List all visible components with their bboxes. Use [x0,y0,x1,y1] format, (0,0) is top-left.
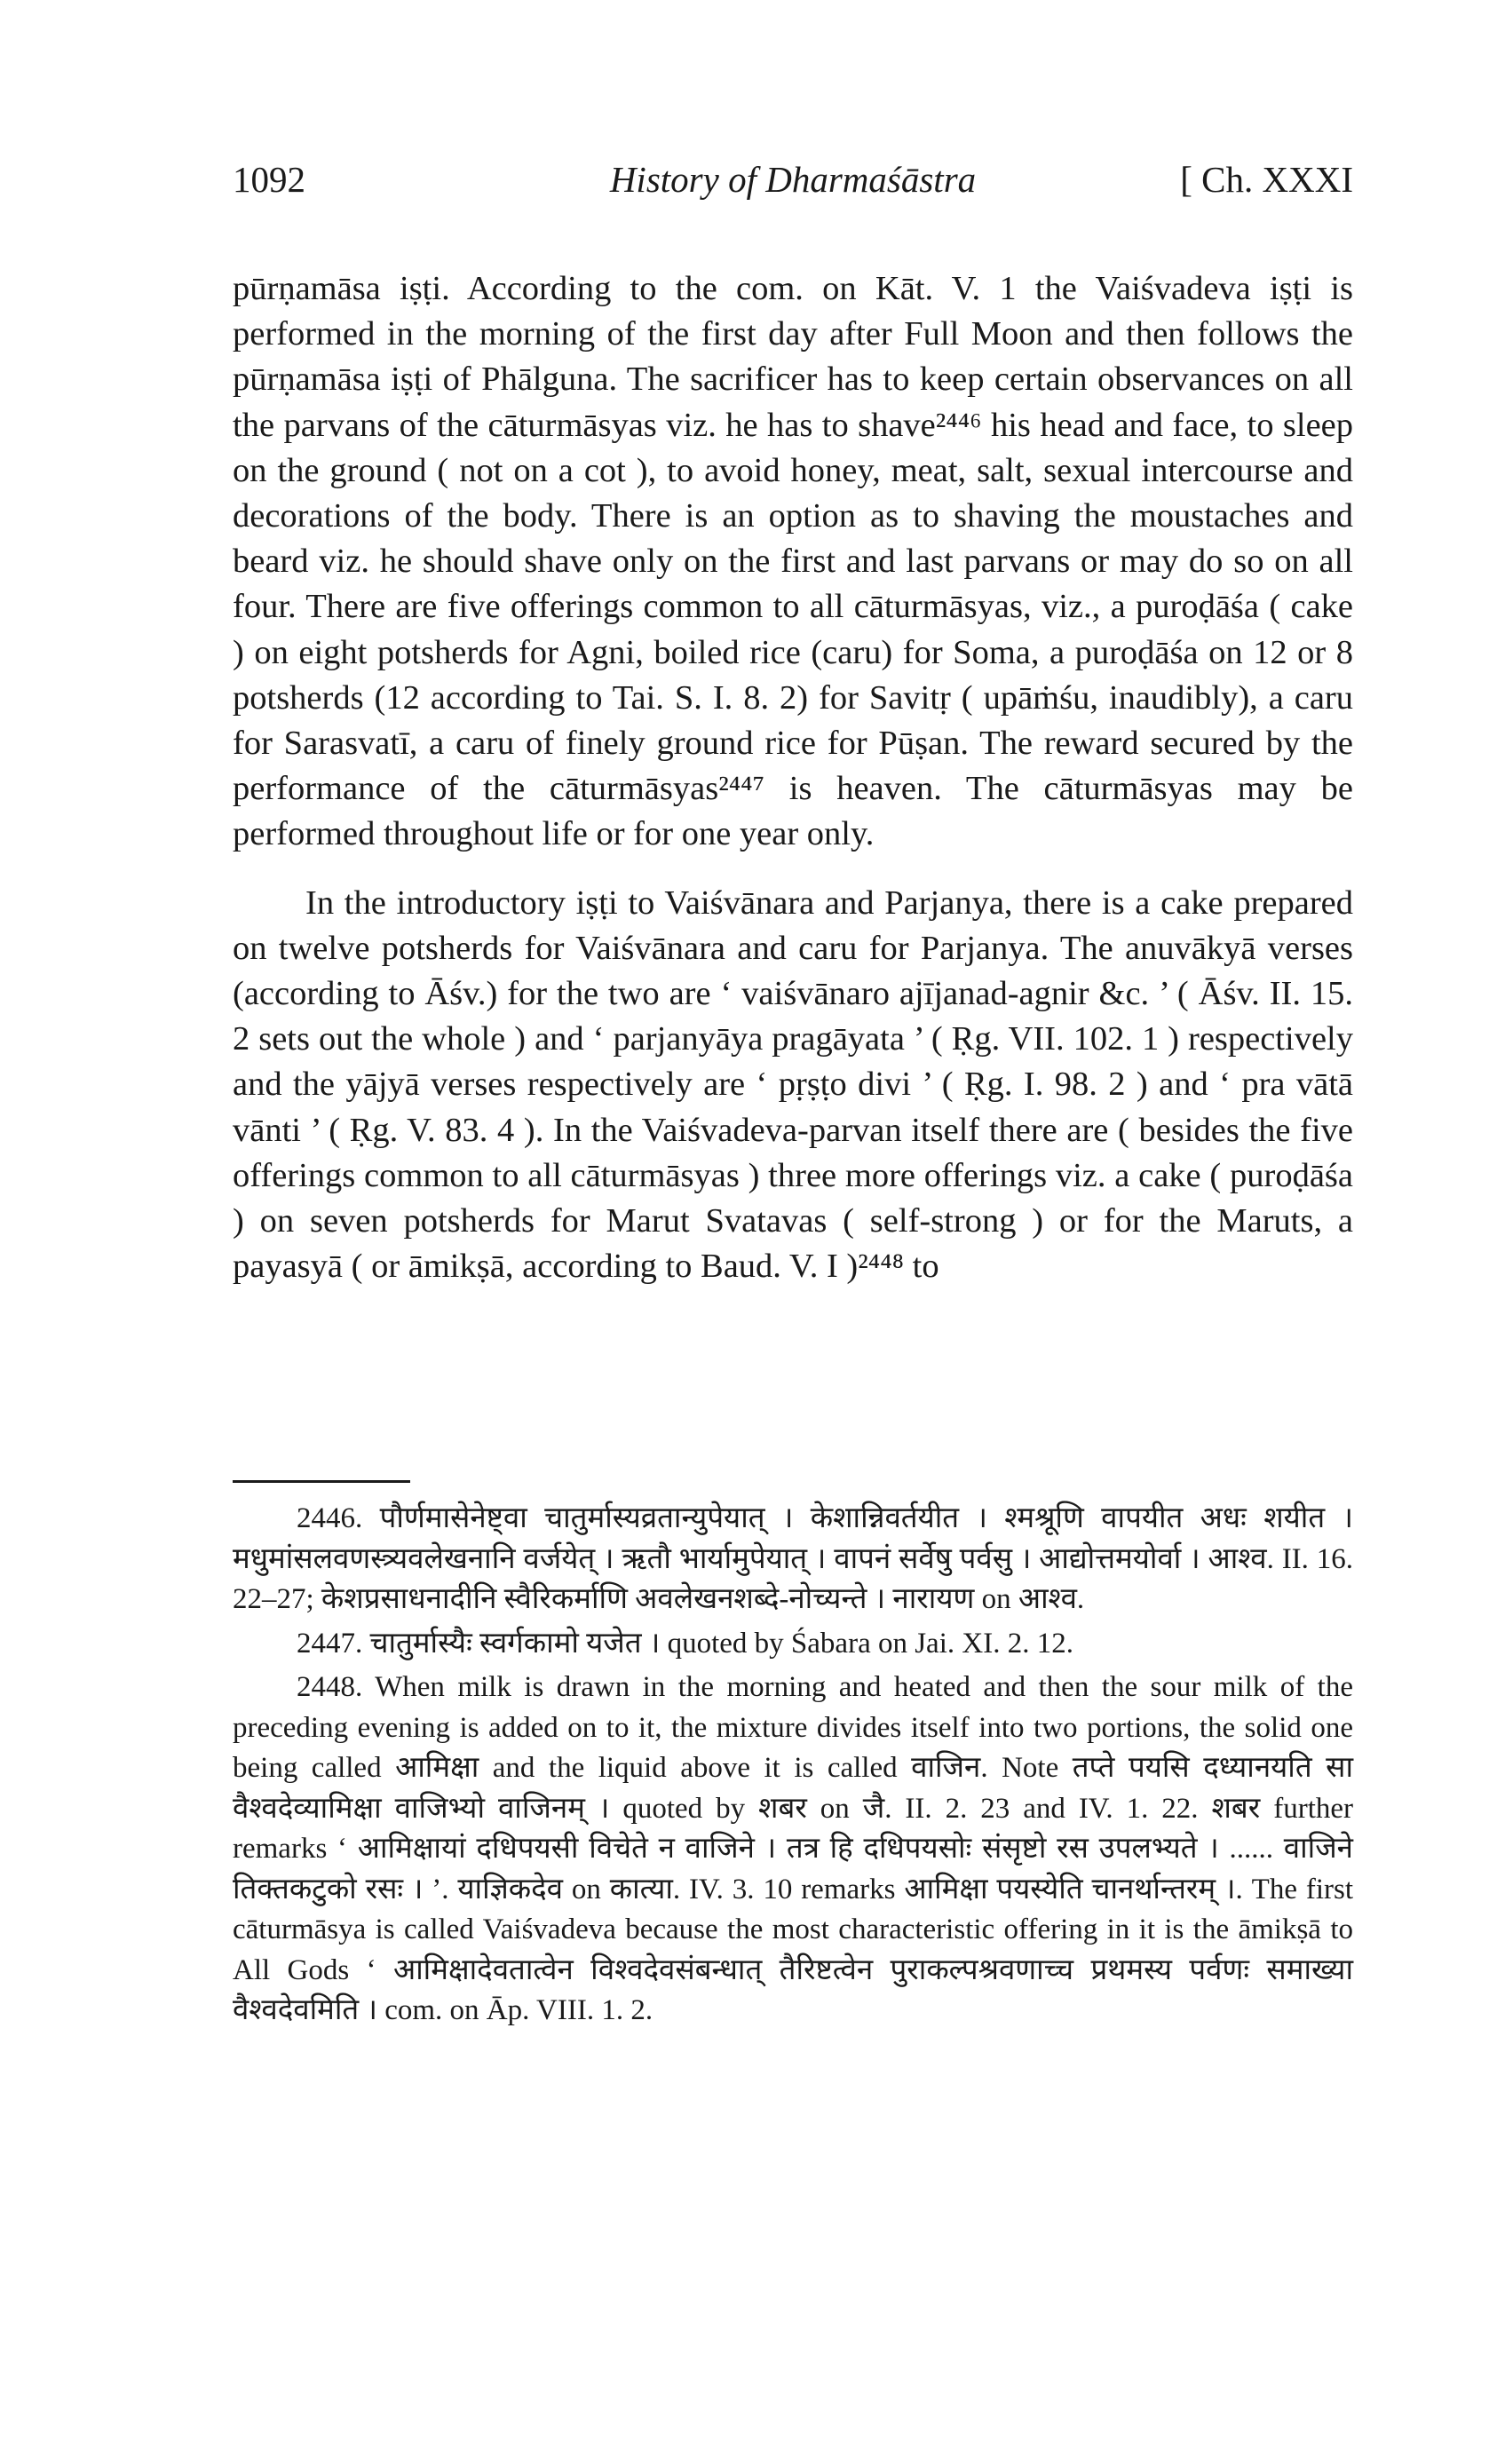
footnotes [233,1499,1353,2032]
footnote-divider [233,1480,410,1483]
chapter-label: [ Ch. XXXI [1180,159,1353,200]
main-text [233,266,1353,1289]
footnote-2447: 2447. चातुर्मास्यैः स्वर्गकामो यजेत । quoted by Śabara on Jai. XI. 2. 12. [297,1627,1073,1660]
running-title: History of Dharmaśāstra [609,159,977,200]
footnote-2448: 2448. When milk is drawn in the morning and heated and then the sour milk of the preceding evening is added on to it, the mixture divides itself into two portions, the solid one being called आमिक्षा and the liquid above it is called वाजिन. Note तप्ते पयसि दध्यानयति सा वैश्वदेव्यामिक्षा वाजिभ्यो वाजिनम् । quoted by शबर on जै. II. 2. 23 and IV. 1. 22. शबर further remarks ‘ आमिक्षायां दधिपयसी विचेते न वाजिने । तत्र हि दधिपयसोः संसृष्टो रस उपलभ्यते । ...... वाजिने तिक्तकटुको रसः । ’. याज्ञिकदेव on कात्या. IV. 3. 10 remarks आमिक्षा पयस्येति चानर्थान्तरम् ।. The first cāturmāsya is called Vaiśvadeva because the most characteristic offering in it is the āmikṣā to All Gods ‘ आमिक्षादेवतात्वेन विश्वदेवसंबन्धात् तैरिष्टत्वेन पुराकल्पश्रवणाच्च प्रथमस्य पर्वणः समाख्या वैश्वदेवमिति । com. on Āp. VIII. 1. 2. [233,1671,1353,2026]
paragraph: pūrṇamāsa iṣṭi. According to the com. on Kāt. V. 1 the Vaiśvadeva iṣṭi is performed in the morning of the first day after Full Moon and then follows the pūrṇamāsa iṣṭi of Phālguna. The sacrificer has to keep certain observances on all the parvans of the cāturmāsyas viz. he has to shave²⁴⁴⁶ his head and face, to sleep on the ground ( not on a cot ), to avoid honey, meat, salt, sexual intercourse and decorations of the body. There is an option as to shaving the moustaches and beard viz. he should shave only on the first and last parvans or may do so on all four. There are five offerings common to all cāturmāsyas, viz., a puroḍāśa ( cake ) on eight potsherds for Agni, boiled rice (caru) for Soma, a puroḍāśa on 12 or 8 potsherds (12 according to Tai. S. I. 8. 2) for Savitṛ ( upāṁśu, inaudibly), a caru for Sarasvatī, a caru of finely ground rice for Pūṣan. The reward secured by the performance of the cāturmāsyas²⁴⁴⁷ is heaven. The cāturmāsyas may be performed throughout life or for one year only. [233,270,1353,853]
paragraph: In the introductory iṣṭi to Vaiśvānara and Parjanya, there is a cake prepared on twelve potsherds for Vaiśvānara and caru for Parjanya. The anuvākyā verses (according to Āśv.) for the two are ‘ vaiśvānaro ajījanad-agnir &c. ’ ( Āśv. II. 15. 2 sets out the whole ) and ‘ parjanyāya pragāyata ’ ( Ṛg. VII. 102. 1 ) respectively and the yājyā verses respectively are ‘ pṛṣṭo divi ’ ( Ṛg. I. 98. 2 ) and ‘ pra vātā vānti ’ ( Ṛg. V. 83. 4 ). In the Vaiśvadeva-parvan itself there are ( besides the five offerings common to all cāturmāsyas ) three more offerings viz. a cake ( puroḍāśa ) on seven potsherds for Marut Svatavas ( self-strong ) or for the Maruts, a payasyā ( or āmikṣā, according to Baud. V. I )²⁴⁴⁸ to [233,883,1353,1286]
page-number: 1092 [233,159,305,200]
running-header [233,158,1353,211]
footnote-2446: 2446. पौर्णमासेनेष्ट्वा चातुर्मास्यव्रतान्युपेयात् । केशान्निवर्तयीत । श्मश्रूणि वापयीत अधः शयीत । मधुमांसलवणस्त्र्यवलेखनानि वर्जयेत् । ऋतौ भार्यामुपेयात् । वापनं सर्वेषु पर्वसु । आद्योत्तमयोर्वा । आश्व. II. 16. 22–27; केशप्रसाधनादीनि स्वैरिकर्माणि अवलेखनशब्दे-नोच्यन्ते । नारायण on आश्व. [233,1502,1353,1615]
